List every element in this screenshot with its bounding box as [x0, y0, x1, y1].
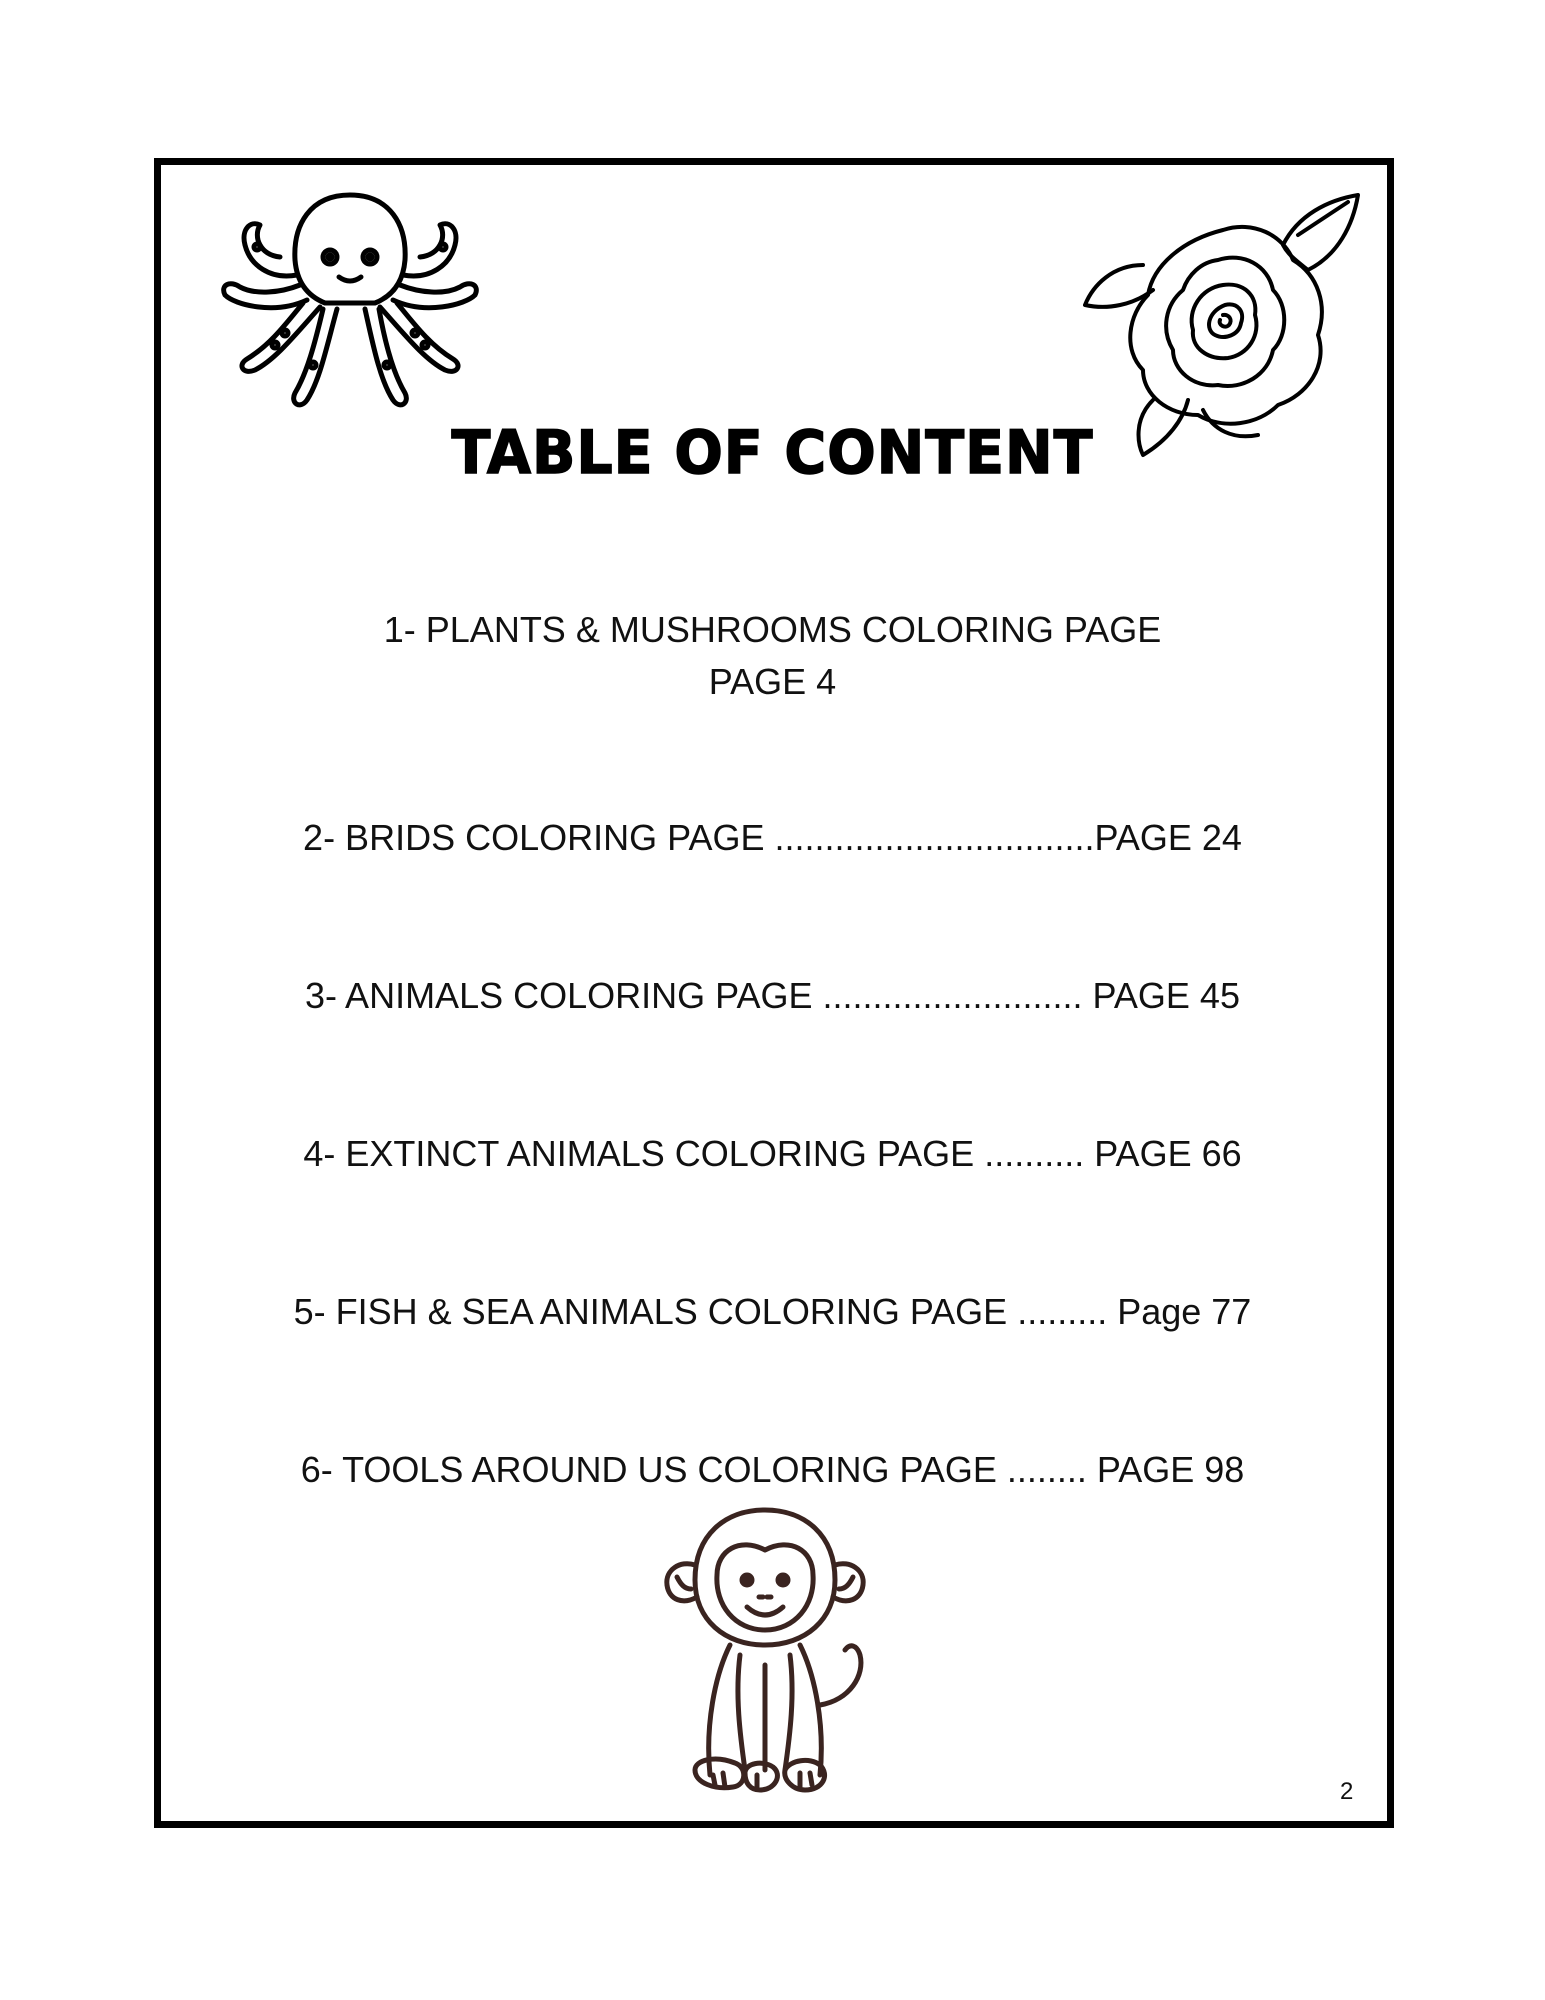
toc-entry-page: PAGE 4: [708, 661, 837, 702]
octopus-icon: [215, 185, 485, 425]
page-number: 2: [1340, 1778, 1354, 1805]
monkey-icon: [655, 1505, 875, 1805]
toc-entry-plants: [0, 604, 1545, 708]
toc-entry-animals: 3- ANIMALS COLORING PAGE .......................... PAGE 45: [305, 975, 1240, 1016]
toc-entry-fish-sea-animals: 5- FISH & SEA ANIMALS COLORING PAGE ......... Page 77: [293, 1291, 1252, 1332]
toc-entry-tools: 6- TOOLS AROUND US COLORING PAGE ........ PAGE 98: [300, 1449, 1245, 1490]
toc-entry-label: 1- PLANTS & MUSHROOMS COLORING PAGE: [383, 609, 1162, 650]
toc-entry-birds: 2- BRIDS COLORING PAGE ................................PAGE 24: [303, 817, 1242, 858]
toc-entry-extinct-animals: 4- EXTINCT ANIMALS COLORING PAGE .......... PAGE 66: [303, 1133, 1242, 1174]
page-title: TABLE OF CONTENT: [451, 418, 1094, 488]
